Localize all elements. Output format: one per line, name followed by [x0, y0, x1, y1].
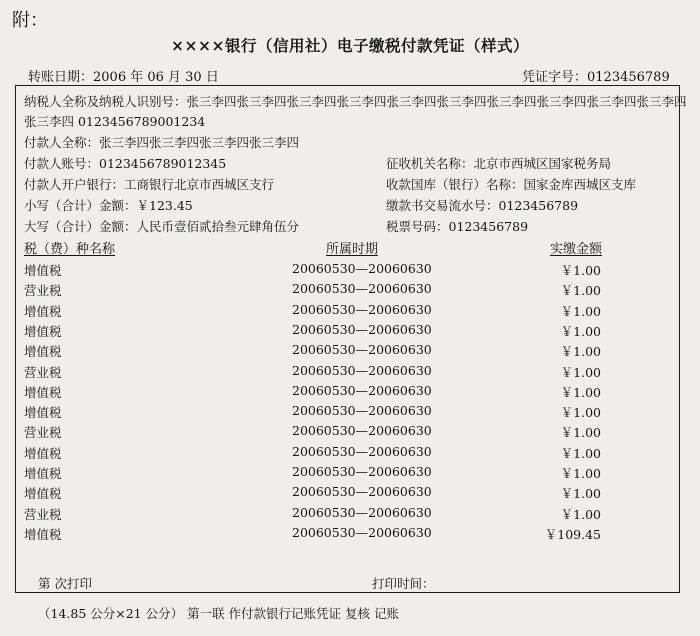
table-row [16, 444, 681, 464]
amount-lower: 小写（合计）金额：￥123.45 [24, 198, 193, 213]
table-row [16, 403, 681, 423]
table-row [16, 464, 681, 484]
period-cell: 20060530—20060630 [292, 524, 432, 540]
table-row [16, 505, 681, 525]
tax-type-cell: 增值税 [24, 303, 62, 319]
payer-bank: 付款人开户银行：工商银行北京市西城区支行 [24, 177, 275, 192]
period-cell: 20060530—20060630 [292, 382, 432, 398]
table-row [16, 302, 681, 322]
header-period: 所属时期 [326, 242, 379, 257]
voucher-form [15, 85, 687, 593]
period-cell: 20060530—20060630 [292, 321, 432, 337]
tax-type-cell: 增值税 [24, 405, 62, 421]
table-row [16, 342, 681, 362]
collector-treasury: 收款国库（银行）名称：国家金库西城区支库 [386, 177, 637, 192]
table-row [16, 363, 681, 383]
period-cell: 20060530—20060630 [292, 362, 432, 378]
amount-cell: ￥1.00 [560, 283, 601, 299]
amount-cell: ￥1.00 [560, 303, 601, 319]
tax-type-cell: 营业税 [24, 283, 62, 299]
print-time: 打印时间： [372, 576, 435, 591]
table-row [16, 383, 681, 403]
tax-type-cell: 营业税 [24, 506, 62, 522]
period-cell: 20060530—20060630 [292, 301, 432, 317]
amount-cell: ￥1.00 [560, 323, 601, 339]
tax-type-cell: 增值税 [24, 466, 62, 481]
tax-type-cell: 增值税 [24, 384, 62, 400]
period-cell: 20060530—20060630 [292, 403, 432, 419]
voucher-number: 凭证字号：0123456789 [522, 70, 670, 85]
tax-type-cell: 增值税 [24, 526, 62, 542]
period-cell: 20060530—20060630 [292, 484, 432, 500]
amount-cell: ￥1.00 [560, 364, 601, 380]
amount-cell: ￥1.00 [560, 466, 601, 481]
taxpayer-line-2: 张三李四 0123456789001234 [24, 114, 206, 129]
period-cell: 20060530—20060630 [292, 423, 432, 439]
amount-cell: ￥1.00 [560, 486, 601, 502]
tax-type-cell: 增值税 [24, 344, 62, 360]
amount-upper: 大写（合计）金额：人民币壹佰贰拾叁元肆角伍分 [24, 219, 300, 234]
period-cell: 20060530—20060630 [292, 261, 432, 276]
tax-type-cell: 增值税 [24, 263, 62, 278]
tax-type-cell: 增值税 [24, 486, 62, 502]
amount-cell: ￥1.00 [560, 344, 601, 360]
amount-cell: ￥109.45 [544, 526, 601, 542]
annex-label: 附： [12, 10, 48, 31]
period-cell: 20060530—20060630 [292, 504, 432, 520]
table-row [16, 281, 681, 301]
taxpayer-line-1: 纳税人全称及纳税人识别号：张三李四张三李四张三李四张三李四张三李四张三李四张三李四张三李四张三李四张三李四 [24, 94, 687, 109]
transfer-date: 转账日期：2006 年 06 月 30 日 [28, 70, 219, 85]
amount-cell: ￥1.00 [560, 384, 601, 400]
serial-number: 缴款书交易流水号：0123456789 [386, 198, 579, 213]
period-cell: 20060530—20060630 [292, 342, 432, 358]
header-tax-type: 税（费）种名称 [24, 242, 116, 257]
table-row [16, 261, 681, 281]
amount-cell: ￥1.00 [560, 263, 601, 278]
footer-note: （14.85 公分×21 公分） 第一联 作付款银行记账凭证 复核 记账 [38, 606, 400, 621]
table-row [16, 484, 681, 504]
collector-office: 征收机关名称：北京市西城区国家税务局 [386, 156, 612, 171]
tax-type-cell: 营业税 [24, 364, 62, 380]
tax-type-cell: 增值税 [24, 445, 62, 461]
ticket-number: 税票号码：0123456789 [386, 219, 529, 234]
period-cell: 20060530—20060630 [292, 464, 432, 479]
header-amount: 实缴金额 [550, 242, 603, 257]
amount-cell: ￥1.00 [560, 425, 601, 441]
amount-cell: ￥1.00 [560, 506, 601, 522]
amount-cell: ￥1.00 [560, 405, 601, 421]
amount-cell: ￥1.00 [560, 445, 601, 461]
print-count: 第 次打印 [38, 576, 92, 591]
table-row [16, 322, 681, 342]
period-cell: 20060530—20060630 [292, 281, 432, 297]
table-row [16, 525, 681, 545]
tax-type-cell: 增值税 [24, 323, 62, 339]
payer-name: 付款人全称：张三李四张三李四张三李四张三李四 [24, 135, 300, 150]
payer-account: 付款人账号：012345678901234​5 [24, 156, 227, 171]
page-title: ××××银行（信用社）电子缴税付款凭证（样式） [171, 36, 529, 55]
tax-type-cell: 营业税 [24, 425, 62, 441]
period-cell: 20060530—20060630 [292, 443, 432, 459]
table-row [16, 423, 681, 443]
